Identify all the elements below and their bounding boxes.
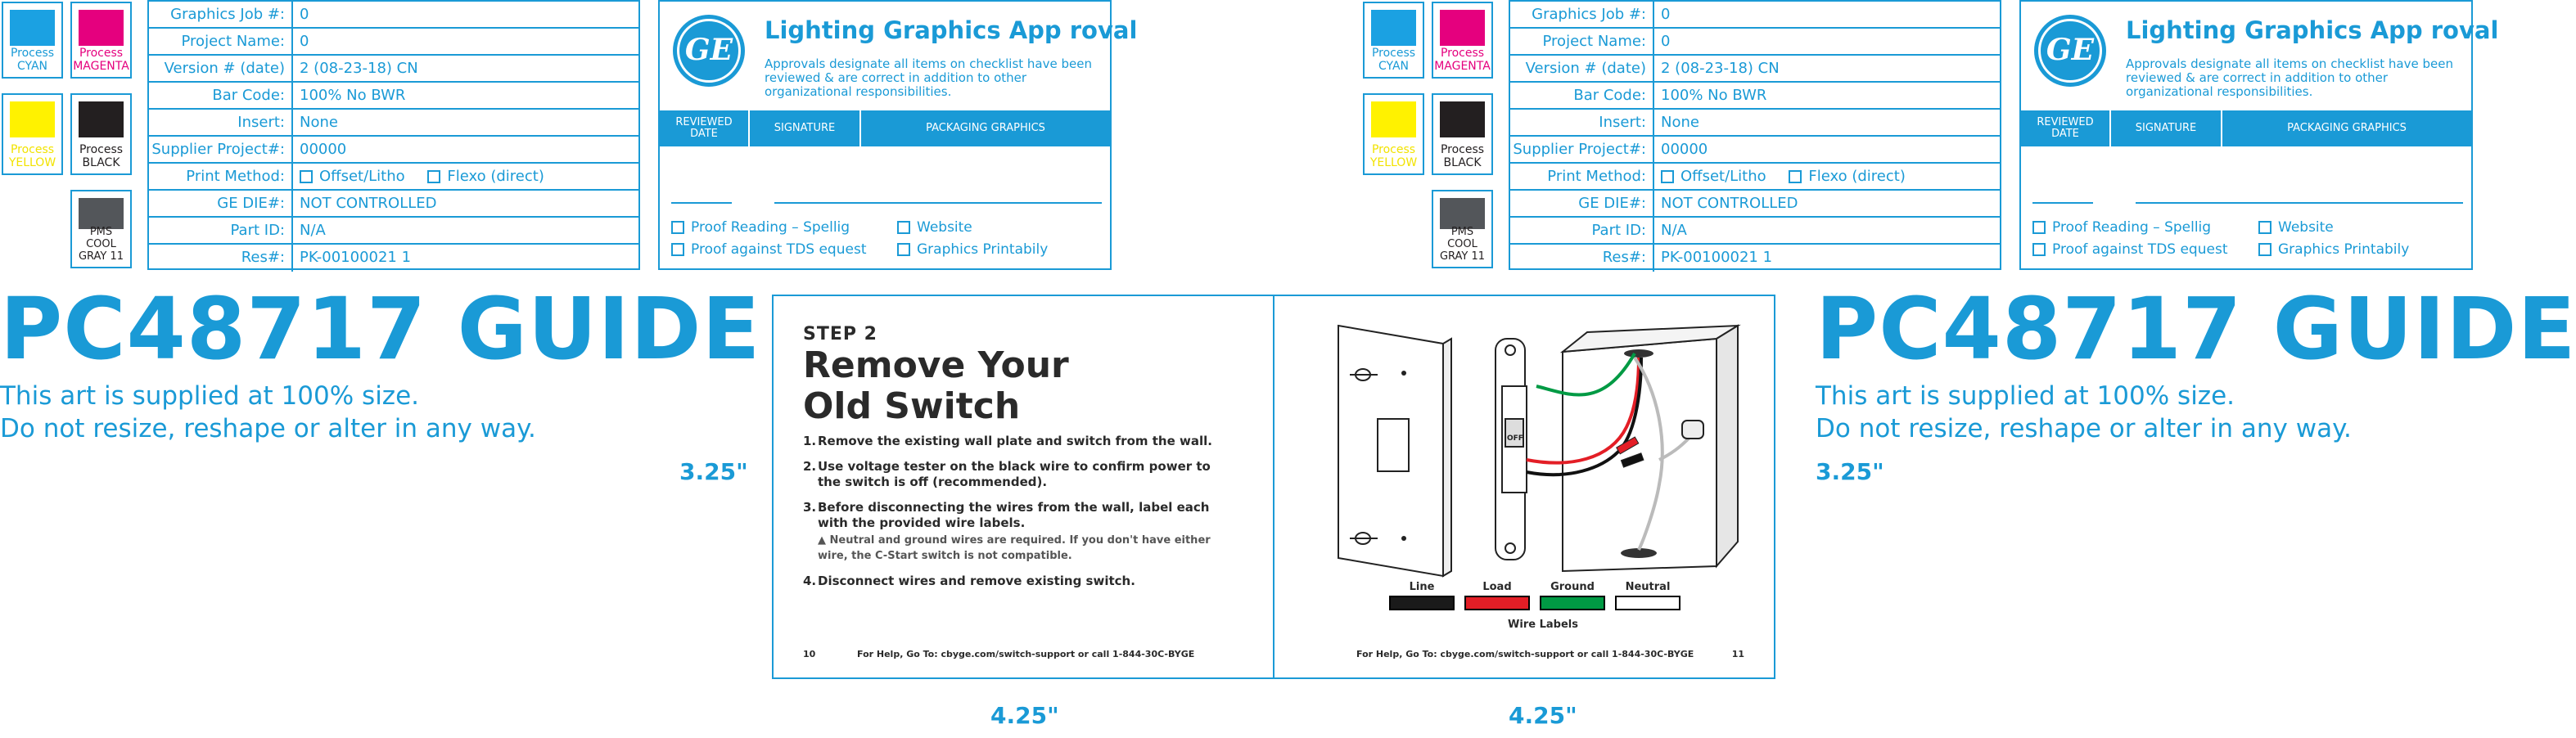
check-graphics-printability[interactable]: Graphics Printabily <box>2258 241 2409 258</box>
left-header <box>0 0 1138 274</box>
check-proof-reading[interactable]: Proof Reading – Spellig <box>671 219 850 236</box>
swatch-chip <box>79 198 124 229</box>
col-packaging-graphics: PACKAGING GRAPHICS <box>2287 122 2407 134</box>
job-info-table <box>147 0 640 270</box>
info-value: 100% No BWR <box>1661 87 1767 104</box>
info-key: GE DIE#: <box>1510 191 1654 216</box>
info-row <box>1510 56 2000 83</box>
info-row <box>149 164 638 191</box>
info-key: Print Method: <box>149 164 293 189</box>
col-reviewed-date: REVIEWED DATE <box>2021 110 2111 146</box>
info-value: N/A <box>1661 222 1687 239</box>
info-value: None <box>1661 114 1699 131</box>
page-number: 11 <box>1731 649 1744 659</box>
instruction-item: 2. Use voltage tester on the black wire to confirm power to the switch is off (recommended). <box>803 459 1211 489</box>
warning-icon: ▲ <box>818 534 826 547</box>
swatch-cyan <box>1363 2 1424 79</box>
guide-title-left: PC48717 GUIDE <box>0 279 761 379</box>
info-value: N/A <box>300 222 326 239</box>
approval-description: Approvals designate all items on checklist have been reviewed & are correct in addition to other organizational responsibilities. <box>765 56 1092 99</box>
info-row <box>149 137 638 164</box>
signature-line[interactable] <box>2032 202 2093 204</box>
check-proof-reading[interactable]: Proof Reading – Spellig <box>2032 219 2211 236</box>
info-value: PK-00100021 1 <box>300 249 412 266</box>
checkbox-icon[interactable] <box>2032 243 2046 256</box>
info-row <box>1510 29 2000 56</box>
flexo-checkbox[interactable] <box>1789 170 1802 183</box>
flexo-checkbox[interactable] <box>427 170 440 183</box>
info-value: 0 <box>1661 33 1671 50</box>
ge-logo-icon: GE <box>2034 15 2106 87</box>
info-value: 2 (08-23-18) CN <box>300 60 418 77</box>
approval-box <box>2019 0 2499 270</box>
info-key: Part ID: <box>149 218 293 243</box>
wire-label-line: Line <box>1409 581 1435 593</box>
info-row <box>149 83 638 110</box>
checkbox-icon[interactable] <box>2032 221 2046 234</box>
wire-swatch-load <box>1464 596 1530 610</box>
wire-swatch-line <box>1389 596 1455 610</box>
swatch-black <box>1432 93 1493 175</box>
info-row <box>149 191 638 218</box>
info-row <box>1510 164 2000 191</box>
info-value: 00000 <box>300 141 347 158</box>
info-key: Part ID: <box>1510 218 1654 243</box>
width-dimension-right: 4.25" <box>1509 702 1577 729</box>
print-method-options <box>1661 164 1906 189</box>
check-website[interactable]: Website <box>2258 219 2334 236</box>
swatch-chip <box>1440 198 1485 229</box>
job-info-table <box>1509 0 2001 270</box>
swatch-chip <box>79 101 124 137</box>
step-title-line2: Old Switch <box>803 385 1021 427</box>
checkbox-icon[interactable] <box>671 221 684 234</box>
offset-checkbox[interactable] <box>1661 170 1674 183</box>
print-method-options <box>300 164 544 189</box>
swatch-chip <box>1440 101 1485 137</box>
swatch-chip <box>1371 101 1416 137</box>
approval-header-bar <box>2021 110 2471 146</box>
info-row <box>149 29 638 56</box>
signature-line[interactable] <box>671 202 732 204</box>
swatch-cyan <box>2 2 63 79</box>
info-key: Supplier Project#: <box>149 137 293 162</box>
wire-label-neutral: Neutral <box>1625 581 1671 593</box>
swatch-label: Process MAGENTA <box>73 47 129 73</box>
height-dimension-left: 3.25" <box>679 458 748 485</box>
info-key: Res#: <box>1510 245 1654 272</box>
swatch-chip <box>10 101 55 137</box>
help-footer: For Help, Go To: cbyge.com/switch-support or call 1-844-30C-BYGE <box>1356 649 1694 659</box>
approval-title: Lighting Graphics App roval <box>765 16 1138 44</box>
guide-note-line2-left: Do not resize, reshape or alter in any way. <box>0 414 536 443</box>
info-key: Graphics Job #: <box>1510 2 1654 27</box>
swatch-chip <box>10 10 55 46</box>
swatch-chip <box>1371 10 1416 46</box>
check-graphics-printability[interactable]: Graphics Printabily <box>897 241 1048 258</box>
approval-box <box>658 0 1138 270</box>
swatch-yellow <box>1363 93 1424 175</box>
info-key: GE DIE#: <box>149 191 293 216</box>
info-row <box>149 245 638 272</box>
swatch-label: Process YELLOW <box>8 143 56 169</box>
swatch-magenta <box>1432 2 1493 79</box>
check-website[interactable]: Website <box>897 219 972 236</box>
info-row <box>1510 2 2000 29</box>
wire-swatch-neutral <box>1615 596 1680 610</box>
info-value: 100% No BWR <box>300 87 406 104</box>
info-value: 00000 <box>1661 141 1708 158</box>
wire-nut-icon <box>1682 421 1703 439</box>
info-value: NOT CONTROLLED <box>300 195 437 212</box>
instruction-item: 4. Disconnect wires and remove existing switch. <box>803 574 1135 588</box>
wire-label-load: Load <box>1482 581 1512 593</box>
checkbox-icon[interactable] <box>2258 243 2271 256</box>
info-key: Insert: <box>1510 110 1654 135</box>
guide-title-right: PC48717 GUIDE <box>1816 279 2576 379</box>
swatch-label: Process BLACK <box>1440 143 1485 169</box>
check-proof-tds[interactable]: Proof against TDS equest <box>2032 241 2227 258</box>
flexo-label: Flexo (direct) <box>447 168 544 185</box>
checkbox-icon[interactable] <box>897 243 910 256</box>
step-title <box>803 345 1069 427</box>
col-signature: SIGNATURE <box>750 110 861 146</box>
info-row <box>149 56 638 83</box>
swatch-label: PMS COOL GRAY 11 <box>1439 226 1486 263</box>
info-key: Graphics Job #: <box>149 2 293 27</box>
warning-note: ▲ Neutral and ground wires are required. If you don't have either wire, the C-Start switch is not compatible. <box>818 534 1211 562</box>
checkbox-icon[interactable] <box>671 243 684 256</box>
page-number: 10 <box>803 649 816 659</box>
info-value: PK-00100021 1 <box>1661 249 1773 266</box>
info-key: Insert: <box>149 110 293 135</box>
info-row <box>1510 191 2000 218</box>
wire-labels-caption: Wire Labels <box>1508 619 1578 631</box>
offset-checkbox[interactable] <box>300 170 313 183</box>
offset-label: Offset/Litho <box>1680 168 1766 185</box>
swatch-label: Process CYAN <box>1371 47 1416 73</box>
instruction-list <box>803 434 1212 599</box>
swatch-black <box>70 93 132 175</box>
info-row <box>1510 218 2000 245</box>
info-key: Supplier Project#: <box>1510 137 1654 162</box>
signature-line[interactable] <box>2136 202 2463 204</box>
info-value: 2 (08-23-18) CN <box>1661 60 1780 77</box>
swatch-label: Process YELLOW <box>1369 143 1418 169</box>
right-header <box>1361 0 2497 274</box>
col-packaging-graphics: PACKAGING GRAPHICS <box>926 122 1045 134</box>
info-row <box>1510 245 2000 272</box>
svg-text:OFF: OFF <box>1507 434 1523 443</box>
instruction-item: 1. Remove the existing wall plate and switch from the wall. <box>803 434 1212 448</box>
approval-header-bar <box>660 110 1110 146</box>
swatch-label: Process CYAN <box>10 47 55 73</box>
info-key: Project Name: <box>1510 29 1654 54</box>
swatch-cool-gray <box>70 190 132 268</box>
info-value: 0 <box>300 6 309 23</box>
step-label: STEP 2 <box>803 324 877 344</box>
instruction-item: 3. Before disconnecting the wires from the wall, label each with the provided wire labels. ▲ Neutral and ground wires are required. If you don't have either wire, the C-Start switch is not compatible. <box>803 500 1212 564</box>
approval-description: Approvals designate all items on checklist have been reviewed & are correct in addition to other organizational responsibilities. <box>2126 56 2453 99</box>
page-11-panel <box>1273 295 1775 679</box>
swatch-label: Process BLACK <box>79 143 124 169</box>
col-signature: SIGNATURE <box>2111 110 2222 146</box>
info-key: Res#: <box>149 245 293 272</box>
swatch-label: Process MAGENTA <box>1434 47 1491 73</box>
info-key: Bar Code: <box>149 83 293 108</box>
info-value: None <box>300 114 338 131</box>
info-key: Version # (date) <box>1510 56 1654 81</box>
swatch-yellow <box>2 93 63 175</box>
page-10-panel <box>772 295 1274 679</box>
info-value: 0 <box>300 33 309 50</box>
info-row <box>1510 83 2000 110</box>
col-reviewed-date: REVIEWED DATE <box>660 110 750 146</box>
flexo-label: Flexo (direct) <box>1808 168 1906 185</box>
info-row <box>1510 137 2000 164</box>
guide-note-line1-right: This art is supplied at 100% size. <box>1816 381 2235 411</box>
info-key: Version # (date) <box>149 56 293 81</box>
info-row <box>1510 110 2000 137</box>
swatch-cool-gray <box>1432 190 1493 268</box>
info-value: NOT CONTROLLED <box>1661 195 1798 212</box>
swatch-chip <box>1440 10 1485 46</box>
info-value: 0 <box>1661 6 1671 23</box>
info-row <box>149 218 638 245</box>
swatch-chip <box>79 10 124 46</box>
guide-note-line2-right: Do not resize, reshape or alter in any way. <box>1816 414 2352 443</box>
info-row <box>149 110 638 137</box>
guide-note-line1-left: This art is supplied at 100% size. <box>0 381 419 411</box>
help-footer: For Help, Go To: cbyge.com/switch-support or call 1-844-30C-BYGE <box>857 649 1195 659</box>
step-title-line1: Remove Your <box>803 344 1069 386</box>
swatch-magenta <box>70 2 132 79</box>
ge-logo-icon: GE <box>673 15 745 87</box>
offset-label: Offset/Litho <box>319 168 405 185</box>
swatch-label: PMS COOL GRAY 11 <box>78 226 124 263</box>
checkbox-icon[interactable] <box>2258 221 2271 234</box>
height-dimension-right: 3.25" <box>1816 458 1884 485</box>
wire-label-ground: Ground <box>1550 581 1595 593</box>
info-key: Project Name: <box>149 29 293 54</box>
switch-removal-illustration <box>1274 296 1777 566</box>
signature-line[interactable] <box>774 202 1102 204</box>
approval-title: Lighting Graphics App roval <box>2126 16 2499 44</box>
info-row <box>149 2 638 29</box>
width-dimension-left: 4.25" <box>990 702 1059 729</box>
info-key: Bar Code: <box>1510 83 1654 108</box>
checkbox-icon[interactable] <box>897 221 910 234</box>
info-key: Print Method: <box>1510 164 1654 189</box>
wire-swatch-ground <box>1540 596 1605 610</box>
check-proof-tds[interactable]: Proof against TDS equest <box>671 241 866 258</box>
